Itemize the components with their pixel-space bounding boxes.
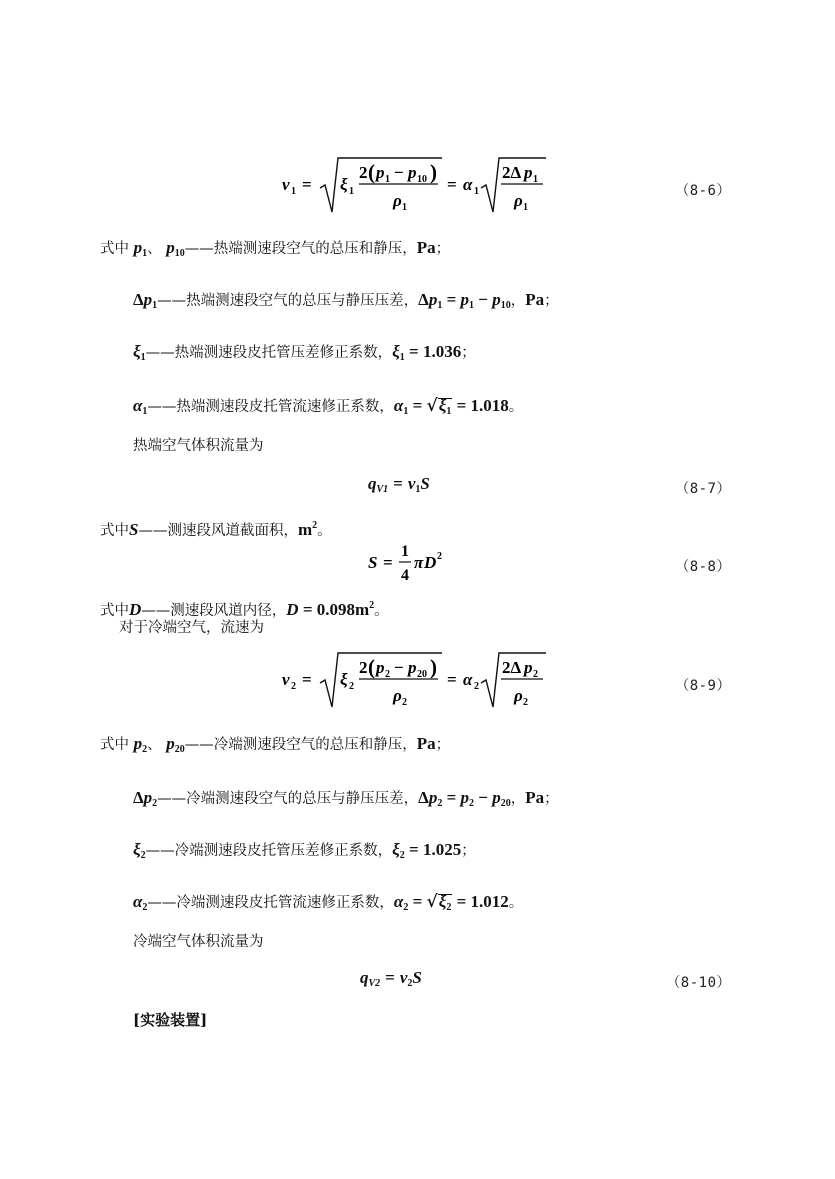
punctuation: ； <box>544 293 559 309</box>
subscript: 2 <box>469 798 475 809</box>
eq-sub: 2 <box>523 697 528 708</box>
sqrt-body <box>438 894 453 911</box>
where-line-delta-p1 <box>133 290 559 316</box>
where-label: 式中 <box>100 603 129 619</box>
where-line-p2-p20 <box>100 734 450 760</box>
where-label: 式中 <box>100 523 129 539</box>
subscript: 1 <box>142 248 148 259</box>
description: 冷端测速段皮托管压差修正系数， <box>174 843 393 859</box>
delta-symbol: Δ <box>418 788 429 807</box>
where-line-alpha1 <box>133 396 523 422</box>
equals: = <box>442 290 461 309</box>
symbol: ξ <box>392 342 400 361</box>
unit: Pa <box>416 734 436 753</box>
dash: —— <box>184 241 214 257</box>
eq-num: 2Δ <box>502 658 522 677</box>
symbol: ξ <box>392 840 400 859</box>
eq-sub: 1 <box>349 186 354 197</box>
eq-sub: 1 <box>291 186 296 197</box>
unit: Pa <box>416 238 436 257</box>
eq-sub: 10 <box>417 174 427 185</box>
where-line-delta-p2 <box>133 788 559 814</box>
symbol: p <box>492 788 501 807</box>
where-line-p1-p10 <box>100 238 450 264</box>
eq-var: D <box>424 553 437 572</box>
eq-equals: = <box>383 553 393 572</box>
description: 冷端测速段空气的总压和静压， <box>213 737 417 753</box>
equation-number: （8-8） <box>675 559 731 575</box>
punctuation: ； <box>435 241 451 257</box>
eq-num: 1 <box>401 543 409 560</box>
symbol: ξ <box>438 892 447 911</box>
eq-var: v <box>399 968 408 987</box>
eq-num: 2 <box>359 163 368 182</box>
description: 冷端测速段皮托管流速修正系数， <box>176 895 394 911</box>
minus: − <box>474 788 493 807</box>
equation-number: （8-9） <box>675 678 731 694</box>
symbol: α <box>393 892 404 911</box>
subscript: 20 <box>500 798 511 809</box>
eq-var: q <box>368 474 377 493</box>
eq-sub: 1 <box>474 186 479 197</box>
value: 1.012 <box>470 892 509 911</box>
eq-sub: 1 <box>385 174 390 185</box>
paragraph-text: 冷端空气体积流量为 <box>133 934 264 950</box>
eq-sub: 1 <box>533 174 538 185</box>
symbol: p <box>492 290 501 309</box>
description: 测速段风道截面积， <box>167 523 298 539</box>
exponent: 2 <box>369 600 375 611</box>
punctuation: ； <box>461 345 476 361</box>
equation-number: （8-7） <box>675 481 731 497</box>
subscript: 2 <box>399 850 405 861</box>
subscript: 2 <box>140 850 146 861</box>
equation-8-6 <box>280 150 580 220</box>
eq-num: 2Δ <box>502 163 522 182</box>
equation-8-10 <box>360 968 422 989</box>
eq-sub: 2 <box>291 681 296 692</box>
subscript: 1 <box>469 300 475 311</box>
punctuation: 。 <box>508 399 524 415</box>
dash: —— <box>145 843 175 859</box>
where-line-xi1 <box>133 342 476 368</box>
symbol: p <box>166 734 175 753</box>
where-label: 式中 <box>100 241 129 257</box>
eq-pi: π <box>414 553 424 572</box>
punctuation: 。 <box>374 603 389 619</box>
eq-sub: V2 <box>368 978 381 989</box>
subscript: 1 <box>140 352 146 363</box>
eq-var: p <box>524 658 533 677</box>
equation-8-8 <box>366 538 466 588</box>
symbol: D <box>286 600 299 619</box>
where-label: 式中 <box>100 737 129 753</box>
symbol: p <box>143 290 153 309</box>
unit: Pa <box>525 290 545 309</box>
eq-var: S <box>412 968 422 987</box>
eq-var: p <box>408 163 417 182</box>
eq-alpha: α <box>463 670 473 689</box>
eq-equals: = <box>447 670 457 689</box>
eq-rho: ρ <box>514 686 523 705</box>
eq-minus: − <box>394 163 404 182</box>
eq-var: p <box>408 658 417 677</box>
separator: 、 <box>147 241 162 257</box>
delta-symbol: Δ <box>418 290 429 309</box>
eq-paren: ( <box>368 160 375 184</box>
punctuation: 。 <box>508 895 524 911</box>
eq-equals: = <box>385 968 395 987</box>
eq-sub: V1 <box>376 484 389 495</box>
eq-den: 4 <box>401 567 409 584</box>
symbol: p <box>133 734 143 753</box>
where-line-xi2 <box>133 840 476 866</box>
dash: —— <box>145 345 175 361</box>
eq-var: p <box>524 163 533 182</box>
eq-equals: = <box>302 175 312 194</box>
eq-sub: 1 <box>415 484 421 495</box>
subscript: 1 <box>399 352 405 363</box>
sqrt: √ <box>426 892 438 912</box>
subscript: 2 <box>437 798 443 809</box>
eq-var: v <box>282 175 290 194</box>
dash: —— <box>138 523 168 539</box>
punctuation: ， <box>510 293 526 309</box>
eq-paren: ( <box>368 655 375 679</box>
symbol: p <box>166 238 175 257</box>
eq-sub: 2 <box>349 681 354 692</box>
eq-rho: ρ <box>393 686 402 705</box>
subscript: 20 <box>174 744 185 755</box>
exponent: 2 <box>312 520 318 531</box>
eq-sub: 2 <box>402 697 407 708</box>
eq-var: S <box>368 553 378 572</box>
symbol: α <box>393 396 404 415</box>
eq-sub: 2 <box>385 669 390 680</box>
eq-sub: 2 <box>407 978 413 989</box>
symbol: D <box>129 600 142 619</box>
subscript: 1 <box>142 406 148 417</box>
symbol: p <box>460 788 470 807</box>
eq-xi: ξ <box>340 670 348 689</box>
eq-sub: 2 <box>474 681 479 692</box>
description: 热端测速段空气的总压与静压压差， <box>186 293 419 309</box>
eq-var: S <box>420 474 430 493</box>
delta-symbol: Δ <box>133 290 144 309</box>
equals: = <box>452 892 471 911</box>
eq-var: p <box>376 163 385 182</box>
eq-equals: = <box>302 670 312 689</box>
eq-sub: 20 <box>417 669 427 680</box>
equals: = <box>404 840 423 859</box>
punctuation: 。 <box>317 523 332 539</box>
subscript: 2 <box>142 744 148 755</box>
dash: —— <box>157 293 187 309</box>
description: 热端测速段皮托管压差修正系数， <box>174 345 393 361</box>
subscript: 1 <box>437 300 443 311</box>
description: 冷端测速段空气的总压与静压压差， <box>186 791 419 807</box>
subscript: 10 <box>500 300 511 311</box>
value: 1.018 <box>470 396 509 415</box>
dash: —— <box>184 737 214 753</box>
value: 1.036 <box>422 342 462 361</box>
dash: —— <box>141 603 171 619</box>
symbol: α <box>133 892 143 911</box>
symbol: ξ <box>133 342 141 361</box>
minus: − <box>474 290 493 309</box>
description: 测速段风道内径， <box>170 603 287 619</box>
equation-8-9 <box>280 645 580 715</box>
eq-var: v <box>407 474 416 493</box>
dash: —— <box>147 895 177 911</box>
equals: = <box>404 342 423 361</box>
symbol: p <box>428 290 438 309</box>
delta-symbol: Δ <box>133 788 144 807</box>
punctuation: ， <box>510 791 526 807</box>
eq-num: 2 <box>359 658 368 677</box>
subscript: 2 <box>152 798 158 809</box>
eq-rho: ρ <box>393 191 402 210</box>
eq-minus: − <box>394 658 404 677</box>
separator: 、 <box>147 737 162 753</box>
equals: = <box>298 600 317 619</box>
symbol: p <box>428 788 438 807</box>
sqrt-body <box>438 398 453 415</box>
eq-sub: 2 <box>533 669 538 680</box>
sqrt: √ <box>426 396 438 416</box>
equals: = <box>408 396 427 415</box>
equals: = <box>442 788 461 807</box>
eq-var: q <box>360 968 369 987</box>
value: 0.098m <box>316 600 370 619</box>
symbol: ξ <box>133 840 141 859</box>
unit: m <box>297 520 313 539</box>
dash: —— <box>157 791 187 807</box>
eq-xi: ξ <box>340 175 348 194</box>
subscript: 2 <box>446 902 452 913</box>
eq-var: p <box>376 658 385 677</box>
description: 热端测速段皮托管流速修正系数， <box>176 399 394 415</box>
eq-rho: ρ <box>514 191 523 210</box>
dash: —— <box>147 399 177 415</box>
eq-paren: ) <box>430 655 437 679</box>
subscript: 2 <box>403 902 409 913</box>
subscript: 1 <box>403 406 409 417</box>
punctuation: ； <box>461 843 476 859</box>
where-line-S <box>100 516 332 541</box>
subscript: 10 <box>174 248 185 259</box>
section-heading: [实验装置] <box>133 1011 208 1029</box>
symbol: p <box>460 290 470 309</box>
eq-sub: 1 <box>523 202 528 213</box>
eq-var: v <box>282 670 290 689</box>
eq-sub: 1 <box>402 202 407 213</box>
eq-paren: ) <box>430 160 437 184</box>
where-line-alpha2 <box>133 892 523 918</box>
value: 1.025 <box>422 840 462 859</box>
equals: = <box>452 396 471 415</box>
eq-equals: = <box>393 474 403 493</box>
symbol: ξ <box>438 396 447 415</box>
eq-exp: 2 <box>437 551 442 562</box>
equation-8-7 <box>368 474 430 495</box>
eq-equals: = <box>447 175 457 194</box>
subscript: 2 <box>142 902 148 913</box>
subscript: 1 <box>152 300 158 311</box>
symbol: p <box>143 788 153 807</box>
punctuation: ； <box>544 791 559 807</box>
eq-alpha: α <box>463 175 473 194</box>
equals: = <box>408 892 427 911</box>
symbol: p <box>133 238 143 257</box>
symbol: α <box>133 396 143 415</box>
subscript: 1 <box>446 406 452 417</box>
paragraph-text: 对于冷端空气，流速为 <box>119 620 264 636</box>
equation-number: （8-10） <box>666 975 731 991</box>
symbol: S <box>129 520 139 539</box>
equation-number: （8-6） <box>675 183 731 199</box>
description: 热端测速段空气的总压和静压， <box>213 241 417 257</box>
punctuation: ； <box>435 737 451 753</box>
paragraph-text: 热端空气体积流量为 <box>133 438 264 454</box>
unit: Pa <box>525 788 545 807</box>
